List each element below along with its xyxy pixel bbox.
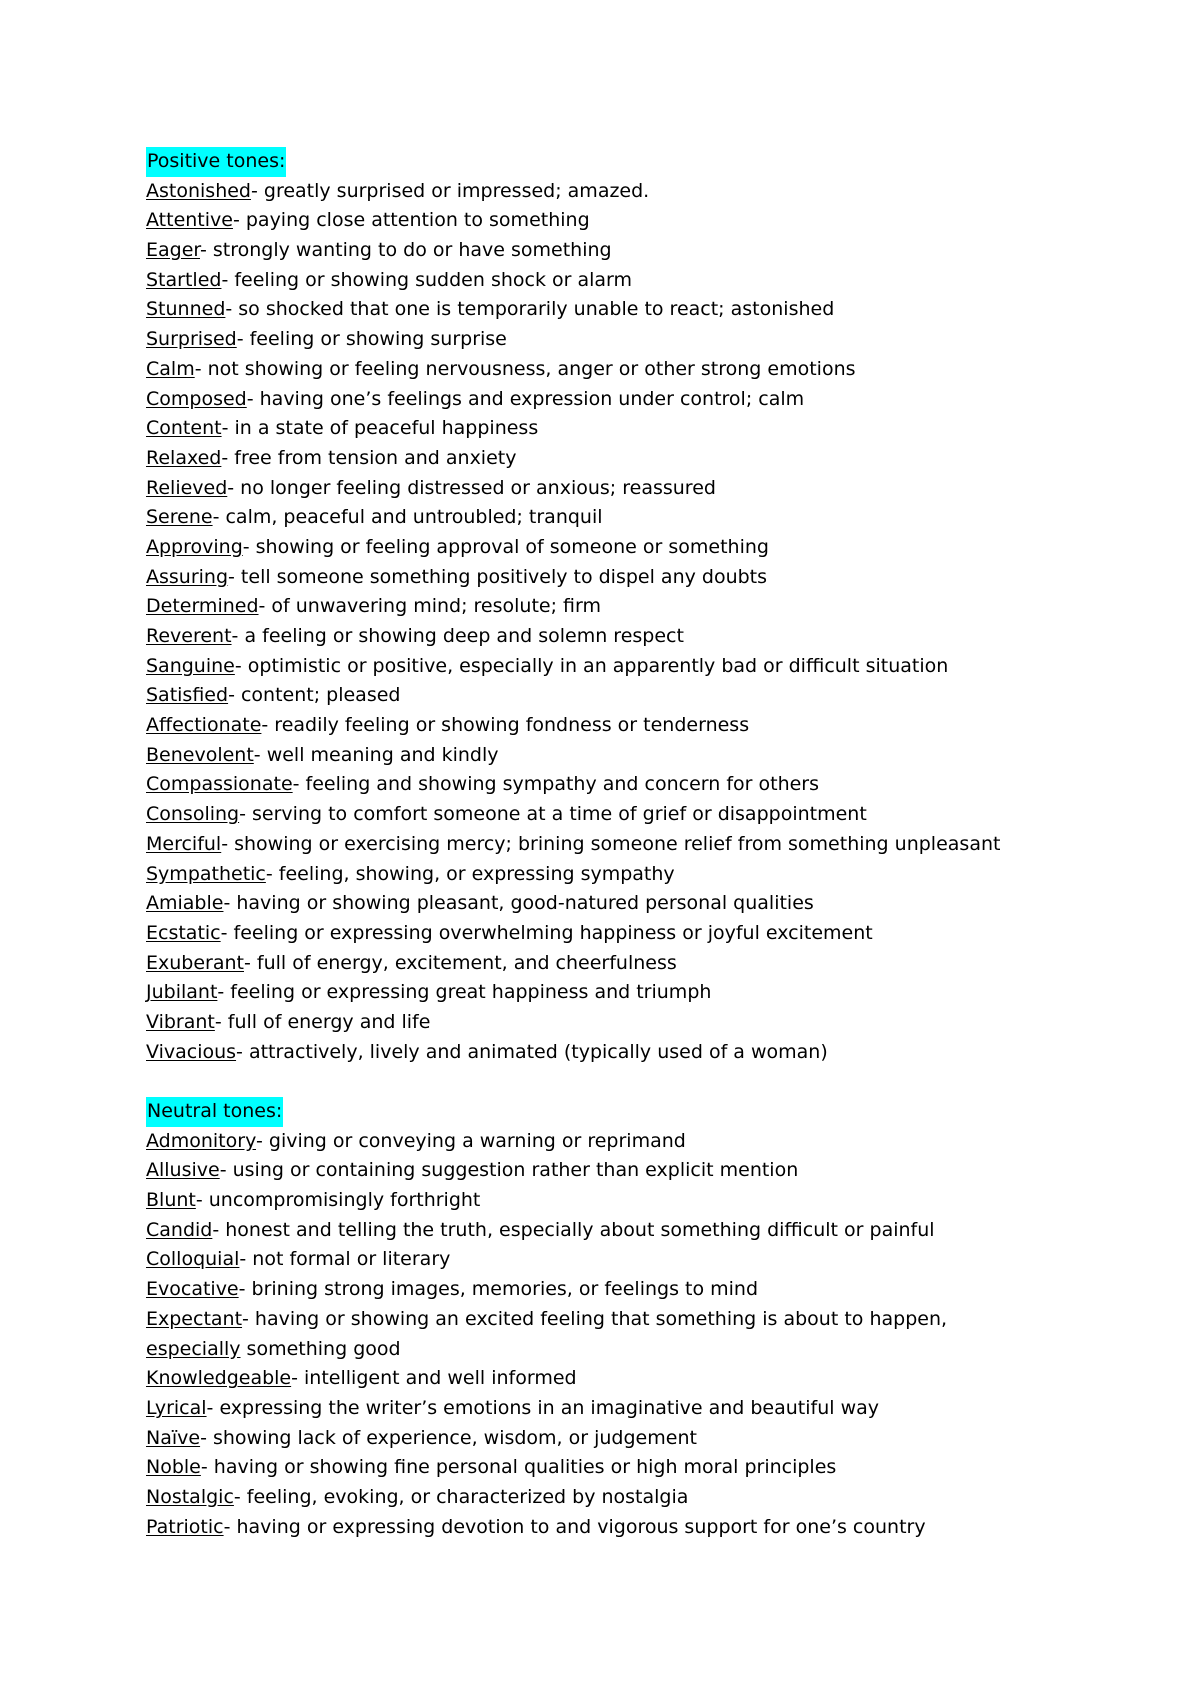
entry-definition: - having or showing fine personal qualities or high moral principles	[200, 1456, 837, 1479]
entry-definition: - tell someone something positively to dispel any doubts	[228, 565, 768, 588]
entry-definition: - having or expressing devotion to and vigorous support for one’s country	[223, 1515, 926, 1538]
definition-entry	[146, 622, 1156, 652]
entry-definition: - having or showing an excited feeling that something is about to happen,	[242, 1307, 948, 1330]
entry-definition: - no longer feeling distressed or anxious; reassured	[227, 476, 716, 499]
entry-definition: - optimistic or positive, especially in an apparently bad or difficult situation	[234, 654, 949, 677]
entry-term: Candid	[146, 1218, 213, 1241]
entry-term: Attentive	[146, 209, 233, 232]
entry-term: Startled	[146, 268, 222, 291]
definition-entry	[146, 1394, 1156, 1424]
entry-list	[146, 1127, 1156, 1543]
entry-definition: - feeling or showing surprise	[236, 328, 507, 351]
entry-definition: - so shocked that one is temporarily unable to react; astonished	[225, 298, 835, 321]
entry-term: Expectant	[146, 1307, 243, 1330]
entry-definition: - full of energy and life	[214, 1010, 431, 1033]
entry-definition: - having one’s feelings and expression under control; calm	[246, 387, 805, 410]
definition-entry	[146, 1275, 1156, 1305]
entry-definition: - attractively, lively and animated (typically used of a woman)	[236, 1040, 828, 1063]
entry-definition: - well meaning and kindly	[253, 743, 499, 766]
entry-term: Nostalgic	[146, 1485, 234, 1508]
definition-entry	[146, 1127, 1156, 1157]
definition-entry	[146, 533, 1156, 563]
entry-definition: - expressing the writer’s emotions in an imaginative and beautiful way	[206, 1396, 880, 1419]
entry-term: Lyrical	[146, 1396, 207, 1419]
definition-entry	[146, 1245, 1156, 1275]
entry-definition: something good	[240, 1337, 401, 1360]
entry-definition: - feeling, evoking, or characterized by nostalgia	[233, 1485, 689, 1508]
entry-term: Vivacious	[146, 1040, 237, 1063]
entry-term: Patriotic	[146, 1515, 224, 1538]
entry-term: Serene	[146, 506, 213, 529]
definition-entry	[146, 1038, 1156, 1068]
entry-term: Vibrant	[146, 1010, 215, 1033]
entry-definition: - of unwavering mind; resolute; firm	[258, 595, 601, 618]
entry-definition: - strongly wanting to do or have something	[200, 239, 612, 262]
definition-entry	[146, 860, 1156, 890]
definition-entry	[146, 236, 1156, 266]
entry-term: Content	[146, 417, 222, 440]
entry-definition: - calm, peaceful and untroubled; tranquil	[212, 506, 603, 529]
entry-definition: - greatly surprised or impressed; amazed.	[250, 179, 650, 202]
entry-definition: - feeling or expressing overwhelming happiness or joyful excitement	[220, 921, 873, 944]
entry-definition: - free from tension and anxiety	[221, 446, 517, 469]
definition-entry	[146, 741, 1156, 771]
definition-entry	[146, 1216, 1156, 1246]
entry-term: Admonitory	[146, 1129, 256, 1152]
entry-term: Satisfied	[146, 684, 229, 707]
entry-definition: - readily feeling or showing fondness or tenderness	[261, 714, 750, 737]
entry-definition: - full of energy, excitement, and cheerfulness	[244, 951, 677, 974]
entry-definition: - serving to comfort someone at a time of grief or disappointment	[239, 803, 867, 826]
definition-entry	[146, 1335, 1156, 1365]
entry-term: Affectionate	[146, 714, 262, 737]
entry-definition: - not showing or feeling nervousness, anger or other strong emotions	[194, 357, 856, 380]
entry-term: Naïve	[146, 1426, 201, 1449]
entry-definition: - using or containing suggestion rather than explicit mention	[219, 1159, 799, 1182]
entry-term: Relieved	[146, 476, 228, 499]
definition-entry	[146, 978, 1156, 1008]
entry-term: Jubilant	[146, 981, 218, 1004]
entry-term: Colloquial	[146, 1248, 240, 1271]
entry-term: Stunned	[146, 298, 226, 321]
definition-entry	[146, 206, 1156, 236]
neutral-tones-section	[146, 1097, 1156, 1542]
entry-definition: - not formal or literary	[239, 1248, 451, 1271]
definition-entry	[146, 800, 1156, 830]
positive-tones-section	[146, 147, 1156, 1067]
entry-term: Evocative	[146, 1278, 239, 1301]
entry-term: Exuberant	[146, 951, 244, 974]
definition-entry	[146, 830, 1156, 860]
definition-entry	[146, 1513, 1156, 1543]
definition-entry	[146, 949, 1156, 979]
entry-definition: - feeling or showing sudden shock or alarm	[221, 268, 633, 291]
entry-definition: - showing or feeling approval of someone or something	[242, 535, 769, 558]
definition-entry	[146, 919, 1156, 949]
definition-entry	[146, 1424, 1156, 1454]
definition-entry	[146, 1008, 1156, 1038]
definition-entry	[146, 563, 1156, 593]
definition-entry	[146, 652, 1156, 682]
entry-term: Reverent	[146, 625, 232, 647]
entry-term: Allusive	[146, 1159, 220, 1182]
document-page	[146, 147, 1156, 1542]
entry-definition: - showing or exercising mercy; brining someone relief from something unpleasant	[221, 832, 1001, 855]
entry-term: Merciful	[146, 832, 222, 855]
definition-entry	[146, 681, 1156, 711]
definition-entry	[146, 414, 1156, 444]
entry-definition: - in a state of peaceful happiness	[221, 417, 539, 440]
entry-term: Consoling	[146, 803, 240, 826]
definition-entry	[146, 177, 1156, 207]
entry-definition: - feeling or expressing great happiness and triumph	[217, 981, 712, 1004]
entry-term: Approving	[146, 535, 243, 558]
entry-term: Determined	[146, 595, 259, 618]
section-heading: Neutral tones:	[146, 1097, 283, 1127]
entry-definition: - a feeling or showing deep and solemn respect	[231, 625, 684, 647]
entry-definition: - honest and telling the truth, especially about something difficult or painful	[212, 1218, 935, 1241]
entry-term: Assuring	[146, 565, 229, 588]
definition-entry	[146, 503, 1156, 533]
entry-term: Eager	[146, 239, 200, 262]
definition-entry	[146, 1453, 1156, 1483]
entry-term: especially	[146, 1337, 241, 1360]
entry-term: Sympathetic	[146, 862, 266, 885]
definition-entry	[146, 1156, 1156, 1186]
definition-entry	[146, 355, 1156, 385]
entry-definition: - brining strong images, memories, or feelings to mind	[238, 1278, 759, 1301]
entry-definition: - feeling and showing sympathy and concern for others	[292, 773, 820, 796]
definition-entry	[146, 770, 1156, 800]
entry-definition: - having or showing pleasant, good-natured personal qualities	[223, 892, 814, 915]
entry-term: Compassionate	[146, 773, 293, 796]
entry-term: Knowledgeable	[146, 1367, 292, 1390]
entry-term: Composed	[146, 387, 247, 410]
entry-term: Relaxed	[146, 446, 222, 469]
entry-term: Calm	[146, 357, 195, 380]
entry-definition: - uncompromisingly forthright	[195, 1189, 481, 1212]
definition-entry	[146, 1305, 1156, 1335]
definition-entry	[146, 1186, 1156, 1216]
entry-term: Blunt	[146, 1189, 196, 1212]
entry-term: Astonished	[146, 179, 251, 202]
entry-definition: - feeling, showing, or expressing sympathy	[265, 862, 675, 885]
definition-entry	[146, 711, 1156, 741]
entry-definition: - giving or conveying a warning or reprimand	[255, 1129, 686, 1152]
entry-term: Benevolent	[146, 743, 254, 766]
entry-definition: - intelligent and well informed	[291, 1367, 577, 1390]
definition-entry	[146, 385, 1156, 415]
entry-term: Noble	[146, 1456, 201, 1479]
definition-entry	[146, 592, 1156, 622]
entry-term: Amiable	[146, 892, 224, 915]
definition-entry	[146, 1364, 1156, 1394]
definition-entry	[146, 474, 1156, 504]
entry-list	[146, 177, 1156, 1068]
entry-term: Surprised	[146, 328, 237, 351]
definition-entry	[146, 889, 1156, 919]
section-heading: Positive tones:	[146, 147, 286, 177]
entry-definition: - content; pleased	[228, 684, 401, 707]
definition-entry	[146, 444, 1156, 474]
definition-entry	[146, 266, 1156, 296]
entry-term: Sanguine	[146, 654, 235, 677]
entry-definition: - paying close attention to something	[232, 209, 590, 232]
entry-term: Ecstatic	[146, 921, 221, 944]
definition-entry	[146, 1483, 1156, 1513]
entry-definition: - showing lack of experience, wisdom, or judgement	[200, 1426, 697, 1449]
definition-entry	[146, 325, 1156, 355]
definition-entry	[146, 295, 1156, 325]
